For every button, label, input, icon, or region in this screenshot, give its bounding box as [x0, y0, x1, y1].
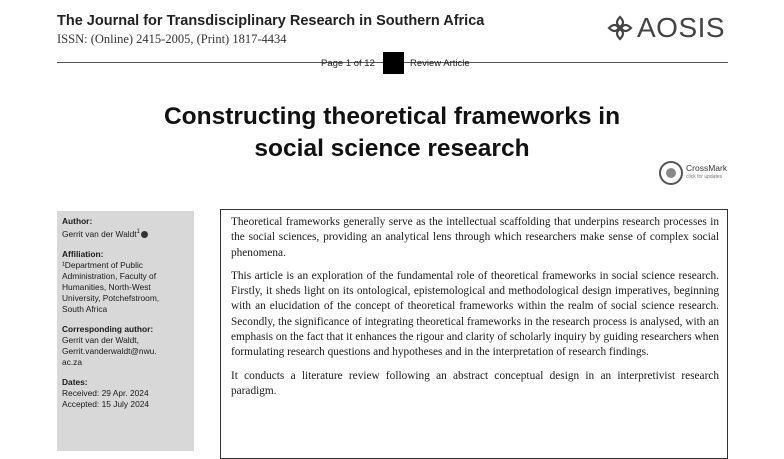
corresponding-author-email-cont[interactable]: ac.za: [62, 356, 83, 367]
affiliation-label: Affiliation:: [62, 248, 104, 259]
abstract-paragraph: This article is an exploration of the fundamental role of theoretical frameworks in social science research. Firstly, it sheds light on its ontological, epistemological and methodological design imperatives, beginning with an elucidation of the concept of theoretical frameworks within the realm of social science research. Secondly, the significance of integrating theoretical frameworks in the research process is analysed, with an emphasis on the fact that it enhances the rigour and clarity of scholarly inquiry by guiding researchers when formulating research questions and hypotheses and in the interpretation of research findings.: [231, 269, 719, 359]
corresponding-author-email[interactable]: Gerrit.vanderwaldt@nwu.: [62, 345, 157, 356]
article-info-sidebar: [57, 211, 194, 451]
orcid-icon[interactable]: [141, 231, 148, 238]
abstract-paragraph: It conducts a literature review following an abstract conceptual design in an interpretivist research paradigm.: [231, 369, 719, 397]
journal-title: The Journal for Transdisciplinary Research in Southern Africa: [57, 13, 485, 29]
author-name: Gerrit van der Waldt: [62, 228, 137, 239]
abstract-box: [220, 209, 728, 459]
page-number: Page 1 of 12: [321, 58, 375, 69]
affiliation-line: University, Potchefstroom,: [62, 292, 160, 303]
corresponding-author-line: Gerrit van der Waldt,: [62, 334, 139, 345]
crossmark-badge[interactable]: [659, 161, 727, 185]
dates-label: Dates:: [62, 376, 88, 387]
accepted-date: Accepted: 15 July 2024: [62, 398, 150, 409]
affiliation-line: Administration, Faculty of: [62, 270, 157, 281]
publisher-logo[interactable]: [607, 14, 725, 42]
crossmark-sublabel: click for updates: [686, 174, 723, 180]
aosis-logo-icon: [607, 15, 633, 41]
article-title-line-1: Constructing theoretical frameworks in: [163, 103, 621, 130]
author-name-row: [62, 227, 189, 240]
crossmark-icon: [659, 161, 683, 185]
corresponding-author-label: Corresponding author:: [62, 323, 154, 334]
abstract-paragraph: Theoretical frameworks generally serve as the intellectual scaffolding that underpins research processes in the social sciences, providing an analytical lens through which researchers make sense of complex social phenomena.: [231, 216, 719, 259]
issn-line: ISSN: (Online) 2415-2005, (Print) 1817-4434: [57, 32, 287, 46]
article-title-line-2: social science research: [254, 135, 530, 162]
affiliation-line: South Africa: [62, 303, 108, 314]
article-title: [100, 101, 684, 165]
received-date: Received: 29 Apr. 2024: [62, 387, 149, 398]
author-affiliation-marker: 1: [136, 229, 140, 235]
affiliation-line: ¹Department of Public: [62, 259, 143, 270]
affiliation-line: Humanities, North-West: [62, 281, 151, 292]
publisher-logo-text: AOSIS: [637, 12, 726, 43]
author-label: Author:: [62, 216, 93, 226]
crossmark-label: CrossMark: [686, 163, 728, 173]
page-marker-block: [383, 52, 404, 74]
article-type: Review Article: [410, 58, 470, 69]
